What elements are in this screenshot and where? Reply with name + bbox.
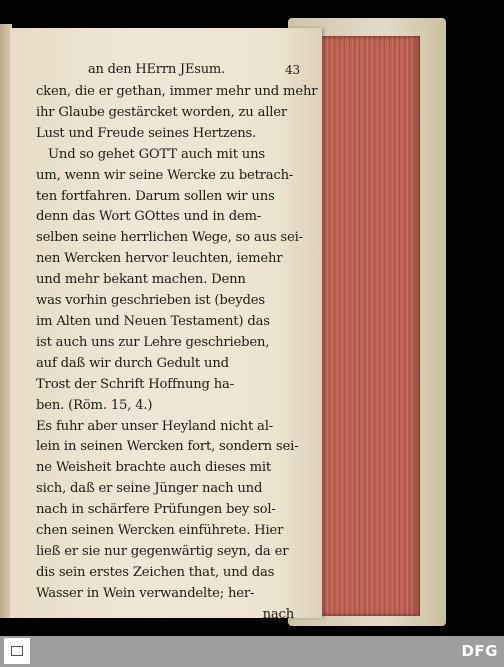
- slub-logo-icon[interactable]: [4, 638, 30, 664]
- dfg-logo[interactable]: DFG: [461, 642, 498, 660]
- page-text-block: [36, 60, 318, 626]
- text-line: Und so gehet GOTT auch mit uns: [48, 146, 265, 162]
- text-line: chen seinen Wercken einführete. Hier: [36, 523, 284, 539]
- text-line: dis sein erstes Zeichen that, und das: [36, 564, 275, 580]
- text-line: Es fuhr aber unser Heyland nicht al-: [36, 418, 273, 434]
- text-line: und mehr bekant machen. Denn: [36, 272, 246, 288]
- text-line: ne Weisheit brachte auch dieses mit: [36, 460, 271, 476]
- text-line: selben seine herrlichen Wege, so aus sei-: [36, 230, 303, 246]
- text-line: ihr Glaube gestärcket worden, zu aller: [36, 104, 287, 120]
- catchword: nach: [262, 606, 294, 622]
- text-line: im Alten und Neuen Testament) das: [36, 313, 270, 329]
- text-line: denn das Wort GOttes und in dem-: [36, 209, 262, 225]
- text-line: cken, die er gethan, immer mehr und mehr: [36, 84, 318, 99]
- running-title: an den HErrn JEsum.: [88, 62, 225, 77]
- text-line: Wasser in Wein verwandelte; her-: [36, 585, 255, 601]
- text-line: was vorhin geschrieben ist (beydes: [36, 293, 265, 309]
- text-line: ließ er sie nur gegenwärtig seyn, da er: [36, 543, 289, 559]
- text-line: Trost der Schrift Hoffnung ha-: [36, 376, 234, 392]
- viewer-footer-bar: [0, 636, 504, 667]
- page-header: [36, 60, 300, 82]
- text-line: nach in schärfere Prüfungen bey sol-: [36, 502, 276, 518]
- page-number: 43: [285, 63, 300, 77]
- text-line: auf daß wir durch Gedult und: [36, 355, 229, 371]
- text-line: um, wenn wir seine Wercke zu betrach-: [36, 167, 294, 183]
- page-edges-red: [316, 36, 420, 616]
- text-line: lein in seinen Wercken fort, sondern sei-: [36, 439, 299, 455]
- text-line: ist auch uns zur Lehre geschrieben,: [36, 334, 270, 350]
- text-line: Lust und Freude seines Hertzens.: [36, 125, 257, 141]
- text-line: ben. (Röm. 15, 4.): [36, 397, 153, 413]
- text-line: ten fortfahren. Darum sollen wir uns: [36, 188, 275, 204]
- text-line: nen Wercken hervor leuchten, iemehr: [36, 251, 283, 267]
- text-line: sich, daß er seine Jünger nach und: [36, 481, 263, 497]
- book-page: [10, 28, 322, 622]
- library-emblem-icon: [11, 646, 23, 656]
